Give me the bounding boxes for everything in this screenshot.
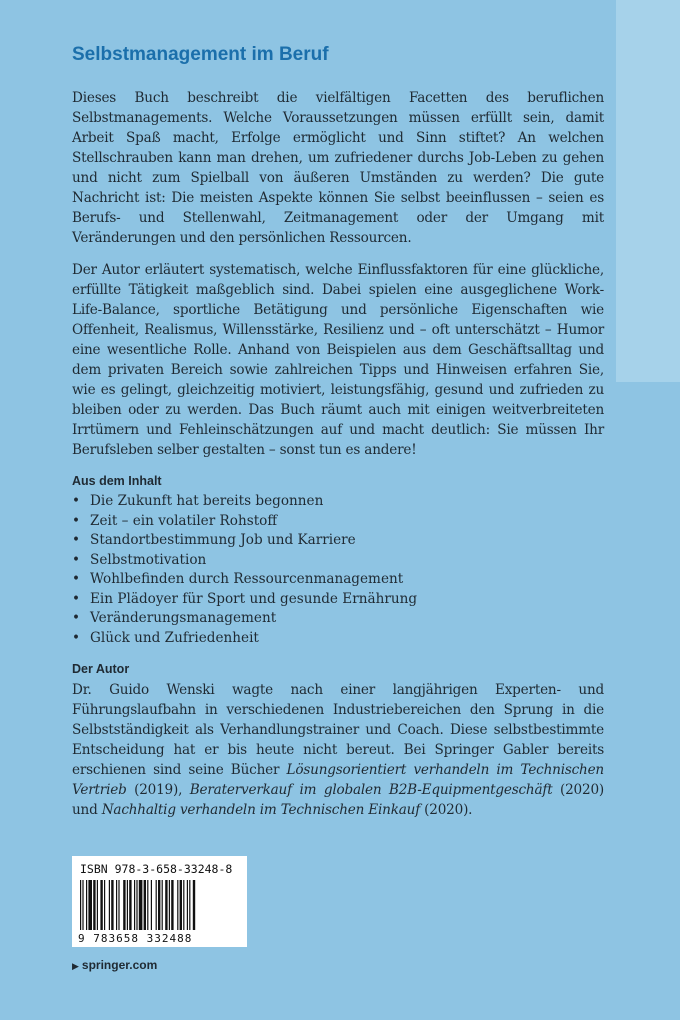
side-band — [616, 0, 680, 382]
list-item: • Selbstmotivation — [72, 551, 604, 571]
back-cover-content — [72, 44, 604, 820]
barcode-bar — [100, 880, 102, 930]
author-text-2: (2019), — [126, 782, 190, 798]
contents-list — [72, 492, 604, 648]
barcode-bar — [80, 880, 81, 930]
book-title-2: Beraterverkauf im globalen B2B-Equipmentgeschäft — [189, 782, 553, 798]
author-bio — [72, 680, 604, 820]
barcode-bar — [147, 880, 148, 930]
barcode-bar — [169, 880, 170, 930]
author-text-1: Dr. Guido Wenski wagte nach einer langjährigen Experten- und Führungslaufbahn in verschiedenen Industriebereichen den Sprung in die Selbstständigkeit als Verhandlungstrainer und Coach. Diese selbstbestimmte Entscheidung hat er bis heute nicht bereut. Bei Springer Gabler bereits erschienen sind seine Bücher — [72, 682, 604, 778]
barcode-bar — [158, 880, 160, 930]
barcode-bar — [151, 880, 152, 930]
barcode-bar — [97, 880, 98, 930]
list-item: • Die Zukunft hat bereits begonnen — [72, 492, 604, 512]
barcode-bar — [139, 880, 143, 930]
barcode-bar — [144, 880, 146, 930]
barcode-bar — [123, 880, 125, 930]
list-item: • Glück und Zufriedenheit — [72, 629, 604, 649]
barcode-bar — [177, 880, 178, 930]
book-title: Selbstmanagement im Beruf — [72, 44, 329, 65]
barcode-bar — [156, 880, 157, 930]
barcode-bar — [136, 880, 137, 930]
barcode-bar — [93, 880, 95, 930]
barcode-bars — [78, 880, 242, 932]
barcode-bar — [193, 880, 195, 930]
description-paragraph-2: Der Autor erläutert systematisch, welche Einflussfaktoren für eine glückliche, erfüllte Tätigkeit maßgeblich sind. Dabei spielen eine ausgeglichene Work-Life-Balance, sportliche Betätigung und persönliche Eigenschaften wie Offenheit, Realismus, Willensstärke, Resilienz und – oft unterschätzt – Humor eine wesentliche Rolle. Anhand von Beispielen aus dem Geschäftsalltag und dem privaten Bereich sowie zahlreichen Tipps und Hinweisen erfahren Sie, wie es gelingt, gleichzeitig motiviert, leistungsfähig, gesund und zufrieden zu bleiben oder zu werden. Das Buch räumt auch mit einigen weitverbreiteten Irrtümern und Fehleinschätzungen auf und macht deutlich: Sie müssen Ihr Berufsleben selber gestalten – sonst tun es andere! — [72, 262, 604, 458]
barcode-bar — [104, 880, 105, 930]
barcode-digits: 9 783658 332488 — [78, 932, 193, 945]
barcode-bar — [171, 880, 173, 930]
description-paragraph-1: Dieses Buch beschreibt die vielfältigen Facetten des beruflichen Selbstmanagements. Welche Voraussetzungen müssen erfüllt sein, damit Arbeit Spaß macht, Erfolge ermöglicht und Sinn stiftet? An welchen Stellschrauben kann man drehen, um zufriedener durchs Job-Leben zu gehen und nicht zum Spielball von äußeren Umständen zu werden? Die gute Nachricht ist: Die meisten Aspekte können Sie selbst beeinflussen – seien es Berufs- und Stellenwahl, Zeitmanagement oder der Umgang mit Veränderungen und den persönlichen Ressourcen. — [72, 90, 604, 246]
list-item: • Ein Plädoyer für Sport und gesunde Ernährung — [72, 590, 604, 610]
author-heading: Der Autor — [72, 662, 130, 676]
triangle-right-icon: ▶ — [72, 961, 79, 971]
barcode-bar — [189, 880, 190, 930]
barcode-bar — [86, 880, 87, 930]
author-text-4: (2020). — [420, 802, 473, 818]
list-item: • Standortbestimmung Job und Karriere — [72, 531, 604, 551]
barcode-bar — [180, 880, 182, 930]
publisher-url[interactable] — [72, 958, 157, 972]
barcode-bar — [162, 880, 163, 930]
barcode-bar — [127, 880, 128, 930]
barcode-bar — [118, 880, 119, 930]
publisher-url-text: springer.com — [81, 958, 158, 972]
list-item: • Zeit – ein volatiler Rohstoff — [72, 512, 604, 532]
book-title-1: Lösungsorientiert verhandeln im Technischen Vertrieb — [72, 762, 604, 798]
barcode-bar — [82, 880, 83, 930]
list-item: • Wohlbefinden durch Ressourcenmanagement — [72, 570, 604, 590]
contents-heading: Aus dem Inhalt — [72, 474, 162, 488]
barcode-bar — [88, 880, 92, 930]
barcode-bar — [116, 880, 117, 930]
barcode-bar — [129, 880, 131, 930]
book-title-3: Nachhaltig verhandeln im Technischen Einkauf — [101, 802, 421, 818]
author-text-3: (2020) und — [72, 782, 605, 818]
barcode-bar — [183, 880, 184, 930]
barcode-bar — [134, 880, 135, 930]
author-bio-text — [72, 680, 604, 820]
isbn-barcode — [72, 856, 247, 947]
barcode-bar — [109, 880, 110, 930]
barcode-bar — [165, 880, 167, 930]
barcode-bar — [111, 880, 113, 930]
isbn-label: ISBN 978-3-658-33248-8 — [80, 862, 233, 876]
list-item: • Veränderungsmanagement — [72, 609, 604, 629]
barcode-bar — [187, 880, 188, 930]
